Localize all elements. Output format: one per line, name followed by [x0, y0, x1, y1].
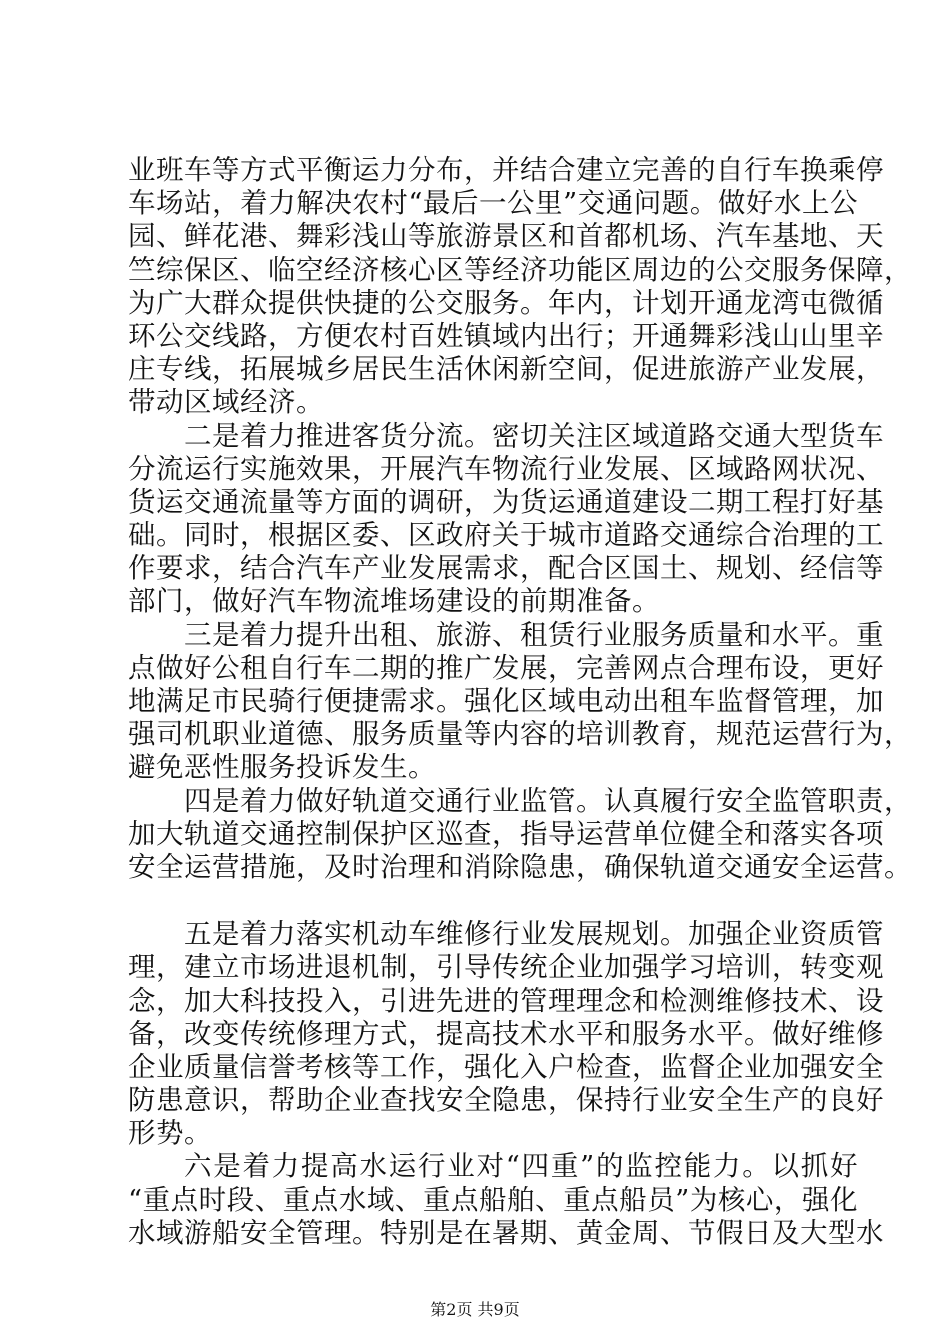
text-line: 地满足市民骑行便捷需求。强化区域电动出租车监督管理，加 — [128, 685, 884, 717]
text-line: 车场站，着力解决农村“最后一公里”交通问题。做好水上公 — [128, 187, 858, 220]
text-line: 念，加大科技投入，引进先进的管理理念和检测维修技术、设 — [128, 984, 884, 1017]
text-line: 形势。 — [128, 1117, 212, 1150]
text-line: 五是着力落实机动车维修行业发展规划。加强企业资质管 — [184, 918, 884, 951]
page-footer: 第2页 共9页 — [430, 1300, 520, 1319]
text-line: 业班车等方式平衡运力分布，并结合建立完善的自行车换乘停 — [128, 154, 884, 186]
text-line: 备，改变传统修理方式，提高技术水平和服务水平。做好维修 — [128, 1017, 884, 1050]
text-line: 点做好公租自行车二期的推广发展，完善网点合理布设，更好 — [128, 651, 884, 684]
text-line: 货运交通流量等方面的调研，为货运通道建设二期工程打好基 — [128, 485, 884, 518]
text-line: 带动区域经济。 — [128, 386, 324, 419]
text-line: 三是着力提升出租、旅游、租赁行业服务质量和水平。重 — [184, 618, 884, 651]
text-line: 防患意识，帮助企业查找安全隐患，保持行业安全生产的良好 — [128, 1084, 884, 1117]
text-line: 避免恶性服务投诉发生。 — [128, 751, 436, 784]
text-line: 础。同时，根据区委、区政府关于城市道路交通综合治理的工 — [128, 519, 884, 552]
text-line: 分流运行实施效果，开展汽车物流行业发展、区域路网状况、 — [128, 452, 884, 485]
text-line: 部门，做好汽车物流堆场建设的前期准备。 — [128, 585, 660, 618]
document-body — [128, 154, 912, 1250]
paragraph — [128, 419, 884, 619]
text-line: “重点时段、重点水域、重点船舶、重点船员”为核心，强化 — [128, 1183, 858, 1216]
text-line: 环公交线路，方便农村百姓镇域内出行；开通舞彩浅山山里辛 — [128, 319, 884, 352]
text-line: 为广大群众提供快捷的公交服务。年内，计划开通龙湾屯微循 — [128, 286, 884, 319]
text-line: 理，建立市场进退机制，引导传统企业加强学习培训，转变观 — [128, 951, 884, 984]
text-line: 园、鲜花港、舞彩浅山等旅游景区和首都机场、汽车基地、天 — [128, 220, 884, 253]
paragraph — [128, 618, 912, 785]
paragraph — [128, 784, 912, 885]
text-line: 安全运营措施，及时治理和消除隐患，确保轨道交通安全运营。 — [128, 850, 912, 883]
text-line: 水域游船安全管理。特别是在暑期、黄金周、节假日及大型水 — [128, 1216, 884, 1249]
paragraph-gap — [128, 884, 858, 918]
paragraph — [128, 154, 912, 420]
text-line: 四是着力做好轨道交通行业监管。认真履行安全监管职责， — [184, 784, 912, 817]
text-line: 加大轨道交通控制保护区巡查，指导运营单位健全和落实各项 — [128, 817, 884, 850]
text-line: 企业质量信誉考核等工作，强化入户检查，监督企业加强安全 — [128, 1050, 884, 1083]
text-line: 六是着力提高水运行业对“四重”的监控能力。以抓好 — [184, 1150, 858, 1183]
text-line: 作要求，结合汽车产业发展需求，配合区国土、规划、经信等 — [128, 552, 884, 585]
text-line: 庄专线，拓展城乡居民生活休闲新空间，促进旅游产业发展， — [128, 353, 884, 386]
paragraph — [128, 918, 884, 1150]
text-line: 二是着力推进客货分流。密切关注区域道路交通大型货车 — [184, 419, 884, 452]
paragraph — [128, 1150, 884, 1250]
text-line: 竺综保区、临空经济核心区等经济功能区周边的公交服务保障， — [128, 253, 912, 286]
text-line: 强司机职业道德、服务质量等内容的培训教育，规范运营行为， — [128, 718, 912, 751]
